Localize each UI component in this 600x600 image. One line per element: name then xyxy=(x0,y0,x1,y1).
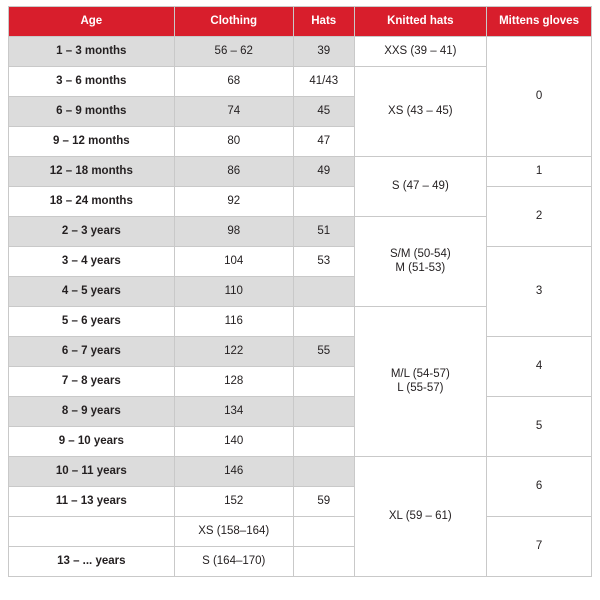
cell-hats: 47 xyxy=(293,127,354,157)
cell-mittens-gloves: 7 xyxy=(487,517,592,577)
cell-hats xyxy=(293,187,354,217)
cell-hats: 45 xyxy=(293,97,354,127)
table-row xyxy=(9,247,592,277)
cell-age: 4 – 5 years xyxy=(9,277,175,307)
table-row xyxy=(9,187,592,217)
cell-hats: 41/43 xyxy=(293,67,354,97)
cell-clothing: 134 xyxy=(174,397,293,427)
table-row xyxy=(9,457,592,487)
cell-age: 9 – 10 years xyxy=(9,427,175,457)
cell-hats xyxy=(293,397,354,427)
cell-clothing: 146 xyxy=(174,457,293,487)
cell-mittens-gloves: 3 xyxy=(487,247,592,337)
cell-clothing: 116 xyxy=(174,307,293,337)
cell-hats: 59 xyxy=(293,487,354,517)
cell-age: 11 – 13 years xyxy=(9,487,175,517)
cell-age: 3 – 4 years xyxy=(9,247,175,277)
cell-hats xyxy=(293,427,354,457)
cell-clothing: 98 xyxy=(174,217,293,247)
cell-age: 8 – 9 years xyxy=(9,397,175,427)
cell-mittens-gloves: 6 xyxy=(487,457,592,517)
header-row xyxy=(9,7,592,37)
cell-age: 6 – 7 years xyxy=(9,337,175,367)
column-header-mittens-gloves: Mittens gloves xyxy=(487,7,592,37)
cell-clothing: 74 xyxy=(174,97,293,127)
cell-hats xyxy=(293,517,354,547)
cell-hats xyxy=(293,277,354,307)
cell-clothing: S (164–170) xyxy=(174,547,293,577)
cell-knitted-hats: S/M (50-54) M (51-53) xyxy=(354,217,487,307)
cell-mittens-gloves: 1 xyxy=(487,157,592,187)
table-row xyxy=(9,337,592,367)
column-header-hats: Hats xyxy=(293,7,354,37)
cell-knitted-hats: XS (43 – 45) xyxy=(354,67,487,157)
column-header-age: Age xyxy=(9,7,175,37)
cell-mittens-gloves: 0 xyxy=(487,37,592,157)
table-body xyxy=(9,37,592,577)
cell-clothing: XS (158–164) xyxy=(174,517,293,547)
column-header-knitted-hats: Knitted hats xyxy=(354,7,487,37)
cell-hats: 39 xyxy=(293,37,354,67)
table-row xyxy=(9,517,592,547)
cell-hats xyxy=(293,547,354,577)
cell-age: 2 – 3 years xyxy=(9,217,175,247)
column-header-clothing: Clothing xyxy=(174,7,293,37)
table-row xyxy=(9,157,592,187)
cell-mittens-gloves: 2 xyxy=(487,187,592,247)
cell-age: 10 – 11 years xyxy=(9,457,175,487)
cell-age: 5 – 6 years xyxy=(9,307,175,337)
cell-mittens-gloves: 4 xyxy=(487,337,592,397)
cell-age: 13 – ... years xyxy=(9,547,175,577)
cell-knitted-hats: XL (59 – 61) xyxy=(354,457,487,577)
cell-age: 12 – 18 months xyxy=(9,157,175,187)
cell-mittens-gloves: 5 xyxy=(487,397,592,457)
cell-hats: 51 xyxy=(293,217,354,247)
cell-hats: 53 xyxy=(293,247,354,277)
cell-clothing: 86 xyxy=(174,157,293,187)
cell-age: 3 – 6 months xyxy=(9,67,175,97)
table-header xyxy=(9,7,592,37)
cell-clothing: 128 xyxy=(174,367,293,397)
cell-age xyxy=(9,517,175,547)
cell-hats: 55 xyxy=(293,337,354,367)
cell-hats: 49 xyxy=(293,157,354,187)
cell-clothing: 122 xyxy=(174,337,293,367)
cell-clothing: 140 xyxy=(174,427,293,457)
cell-knitted-hats: S (47 – 49) xyxy=(354,157,487,217)
cell-clothing: 80 xyxy=(174,127,293,157)
cell-clothing: 104 xyxy=(174,247,293,277)
cell-age: 6 – 9 months xyxy=(9,97,175,127)
cell-clothing: 152 xyxy=(174,487,293,517)
cell-clothing: 56 – 62 xyxy=(174,37,293,67)
size-chart-table xyxy=(8,6,592,577)
cell-age: 18 – 24 months xyxy=(9,187,175,217)
cell-clothing: 92 xyxy=(174,187,293,217)
cell-clothing: 110 xyxy=(174,277,293,307)
table-row xyxy=(9,37,592,67)
cell-knitted-hats: M/L (54-57) L (55-57) xyxy=(354,307,487,457)
table-row xyxy=(9,397,592,427)
cell-hats xyxy=(293,367,354,397)
cell-hats xyxy=(293,307,354,337)
cell-age: 1 – 3 months xyxy=(9,37,175,67)
cell-hats xyxy=(293,457,354,487)
cell-clothing: 68 xyxy=(174,67,293,97)
cell-knitted-hats: XXS (39 – 41) xyxy=(354,37,487,67)
cell-age: 7 – 8 years xyxy=(9,367,175,397)
cell-age: 9 – 12 months xyxy=(9,127,175,157)
